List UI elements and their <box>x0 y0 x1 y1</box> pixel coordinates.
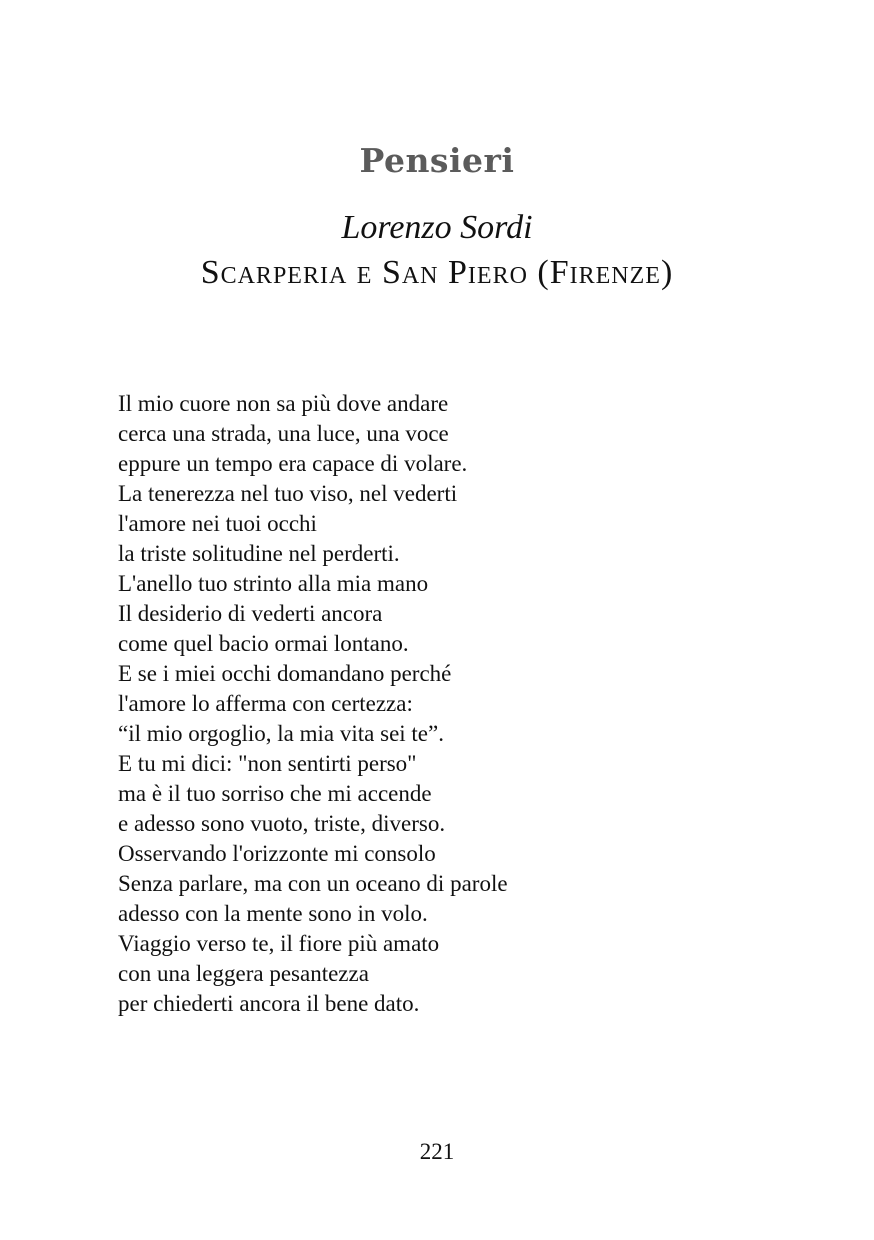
poem-line: Il desiderio di vederti ancora <box>118 601 383 626</box>
poem-line: la triste solitudine nel perderti. <box>118 541 400 566</box>
poem-line: Senza parlare, ma con un oceano di parole <box>118 871 508 896</box>
poem-line: l'amore lo afferma con certezza: <box>118 691 413 716</box>
page-number: 221 <box>419 1139 455 1164</box>
poem-line: cerca una strada, una luce, una voce <box>118 421 449 446</box>
poem-line: adesso con la mente sono in volo. <box>118 901 428 926</box>
poem-title: Pensieri <box>359 141 515 180</box>
poem-line: “il mio orgoglio, la mia vita sei te”. <box>118 721 444 746</box>
poem-line: eppure un tempo era capace di volare. <box>118 451 468 476</box>
author-location: Scarperia e San Piero (Firenze) <box>200 254 674 291</box>
poem-line: l'amore nei tuoi occhi <box>118 511 317 536</box>
poem-body <box>118 389 818 1019</box>
poem-line: ma è il tuo sorriso che mi accende <box>118 781 432 806</box>
poem-line: E tu mi dici: "non sentirti perso" <box>118 751 417 776</box>
poem-line: E se i miei occhi domandano perché <box>118 661 452 686</box>
poem-line: La tenerezza nel tuo viso, nel vederti <box>118 481 458 506</box>
author-name: Lorenzo Sordi <box>341 209 533 246</box>
poem-line: e adesso sono vuoto, triste, diverso. <box>118 811 446 836</box>
poem-line: Il mio cuore non sa più dove andare <box>118 391 449 416</box>
poem-line: Osservando l'orizzonte mi consolo <box>118 841 436 866</box>
poem-line: L'anello tuo strinto alla mia mano <box>118 571 429 596</box>
poem-line: come quel bacio ormai lontano. <box>118 631 409 656</box>
poem-line: con una leggera pesantezza <box>118 961 369 986</box>
poem-line: per chiederti ancora il bene dato. <box>118 991 420 1016</box>
poem-line: Viaggio verso te, il fiore più amato <box>118 931 440 956</box>
